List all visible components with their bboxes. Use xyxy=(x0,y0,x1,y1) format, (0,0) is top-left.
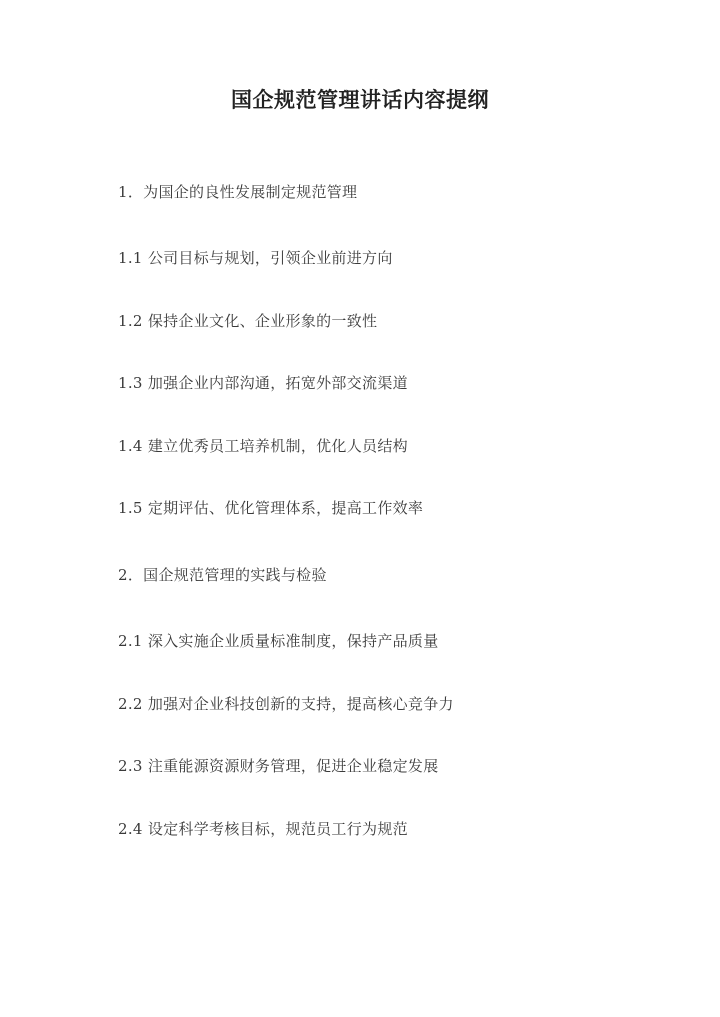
section-1-item-4: 1.4 建立优秀员工培养机制，优化人员结构 xyxy=(118,436,408,455)
section-2 xyxy=(118,561,602,844)
section-heading-1: 1．为国企的良性发展制定规范管理 xyxy=(118,182,358,201)
section-1 xyxy=(118,178,602,523)
section-2-item-1: 2.1 深入实施企业质量标准制度，保持产品质量 xyxy=(118,632,439,650)
section-1-item-3: 1.3 加强企业内部沟通，拓宽外部交流渠道 xyxy=(118,374,408,392)
section-2-item-2: 2.2 加强对企业科技创新的支持，提高核心竞争力 xyxy=(118,694,454,713)
section-2-spacer xyxy=(118,589,602,627)
section-2-item-3: 2.3 注重能源资源财务管理，促进企业稳定发展 xyxy=(118,757,439,775)
section-heading-2: 2．国企规范管理的实践与检验 xyxy=(118,565,327,584)
title-spacer xyxy=(118,116,602,178)
between-sections-spacer xyxy=(118,523,602,561)
section-1-item-1: 1.1 公司目标与规划，引领企业前进方向 xyxy=(118,249,393,267)
section-1-item-2: 1.2 保持企业文化、企业形象的一致性 xyxy=(118,311,378,330)
page-title: 国企规范管理讲话内容提纲 xyxy=(231,87,489,112)
section-1-item-5: 1.5 定期评估、优化管理体系，提高工作效率 xyxy=(118,499,424,517)
section-1-spacer xyxy=(118,206,602,244)
section-2-item-4: 2.4 设定科学考核目标，规范员工行为规范 xyxy=(118,819,408,838)
